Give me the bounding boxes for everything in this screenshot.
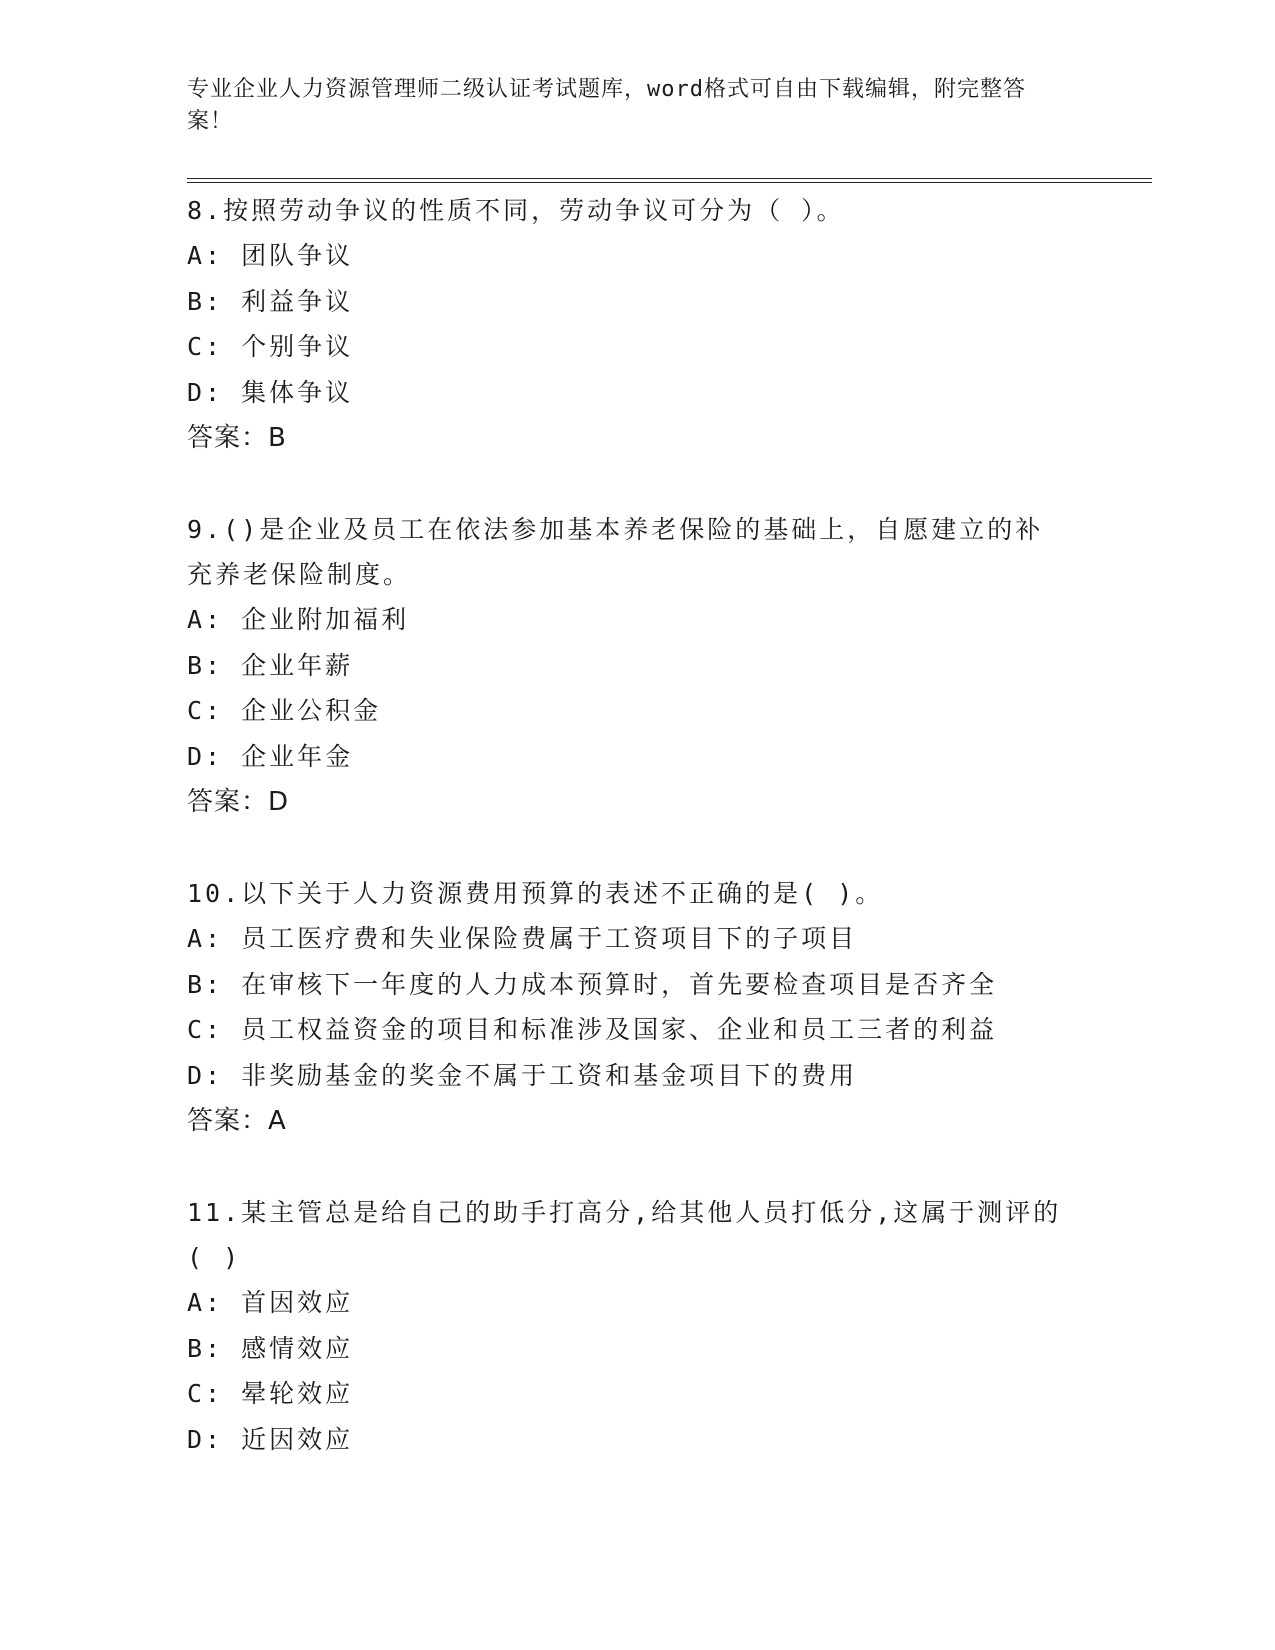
- option-c: C: 晕轮效应: [187, 1379, 354, 1408]
- option-a: A: 企业附加福利: [187, 605, 410, 634]
- option-c: C: 员工权益资金的项目和标准涉及国家、企业和员工三者的利益: [187, 1015, 998, 1044]
- option-b: B: 在审核下一年度的人力成本预算时，首先要检查项目是否齐全: [187, 969, 998, 999]
- option-b: B: 利益争议: [187, 286, 354, 316]
- question-stem: 11.某主管总是给自己的助手打高分,给其他人员打低分,这属于测评的( ): [187, 1198, 1062, 1272]
- question-stem: 9.()是企业及员工在依法参加基本养老保险的基础上，自愿建立的补充养老保险制度。: [187, 515, 1044, 589]
- question-stem: 10.以下关于人力资源费用预算的表述不正确的是( )。: [187, 879, 884, 908]
- option-c: C: 企业公积金: [187, 696, 382, 725]
- header-divider-top: [187, 178, 1152, 179]
- option-a: A: 员工医疗费和失业保险费属于工资项目下的子项目: [187, 924, 858, 953]
- document-header: 专业企业人力资源管理师二级认证考试题库，word格式可自由下载编辑，附完整答案！: [187, 77, 1026, 134]
- option-d: D: 企业年金: [187, 741, 354, 771]
- answer: 答案：A: [187, 1106, 287, 1136]
- answer: 答案：D: [187, 787, 290, 817]
- option-d: D: 近因效应: [187, 1424, 354, 1454]
- option-d: D: 集体争议: [187, 377, 354, 407]
- question-list: [187, 188, 1087, 1508]
- option-d: D: 非奖励基金的奖金不属于工资和基金项目下的费用: [187, 1060, 858, 1090]
- option-b: B: 企业年薪: [187, 650, 354, 680]
- option-a: A: 首因效应: [187, 1288, 354, 1317]
- question-stem: 8.按照劳动争议的性质不同，劳动争议可分为（ ）。: [187, 196, 845, 225]
- option-c: C: 个别争议: [187, 332, 354, 361]
- question-8: [187, 188, 1087, 461]
- option-b: B: 感情效应: [187, 1333, 354, 1363]
- answer: 答案：B: [187, 423, 287, 453]
- question-11: [187, 1190, 1087, 1462]
- header-divider-bottom: [187, 182, 1152, 183]
- option-a: A: 团队争议: [187, 241, 354, 270]
- question-9: [187, 507, 1087, 825]
- question-10: [187, 871, 1087, 1144]
